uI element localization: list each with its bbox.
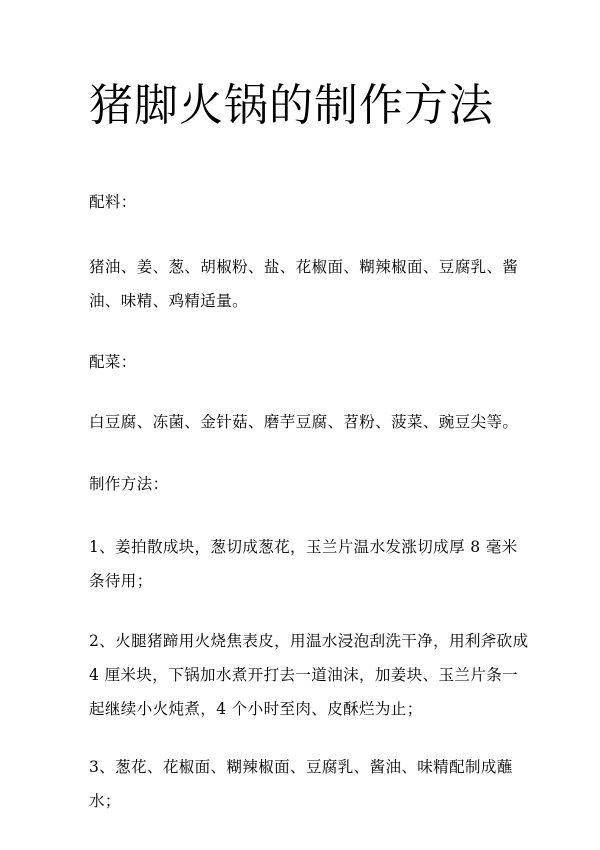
method-step-2: 2、火腿猪蹄用火烧焦表皮，用温水浸泡刮洗干净，用利斧砍成 4 厘米块，下锅加水煮开打去一道油沫，加姜块、玉兰片条一起继续小火炖煮，4 个小时至肉、皮酥烂为止；: [89, 632, 529, 718]
method-step-1: 1、姜拍散成块，葱切成葱花，玉兰片温水发涨切成厚 8 毫米条待用；: [89, 538, 518, 590]
method-heading: 制作方法：: [89, 475, 169, 493]
ingredients-heading: 配料：: [89, 193, 137, 211]
side-dishes-list: 白豆腐、冻菌、金针菇、磨芋豆腐、苕粉、菠菜、豌豆尖等。: [89, 413, 519, 431]
ingredients-list: 猪油、姜、葱、胡椒粉、盐、花椒面、糊辣椒面、豆腐乳、酱油、味精、鸡精适量。: [89, 258, 519, 310]
side-dishes-heading: 配菜：: [89, 353, 137, 371]
method-step-3: 3、葱花、花椒面、糊辣椒面、豆腐乳、酱油、味精配制成蘸水；: [89, 758, 513, 810]
document-title: 猪脚火锅的制作方法: [89, 80, 494, 131]
